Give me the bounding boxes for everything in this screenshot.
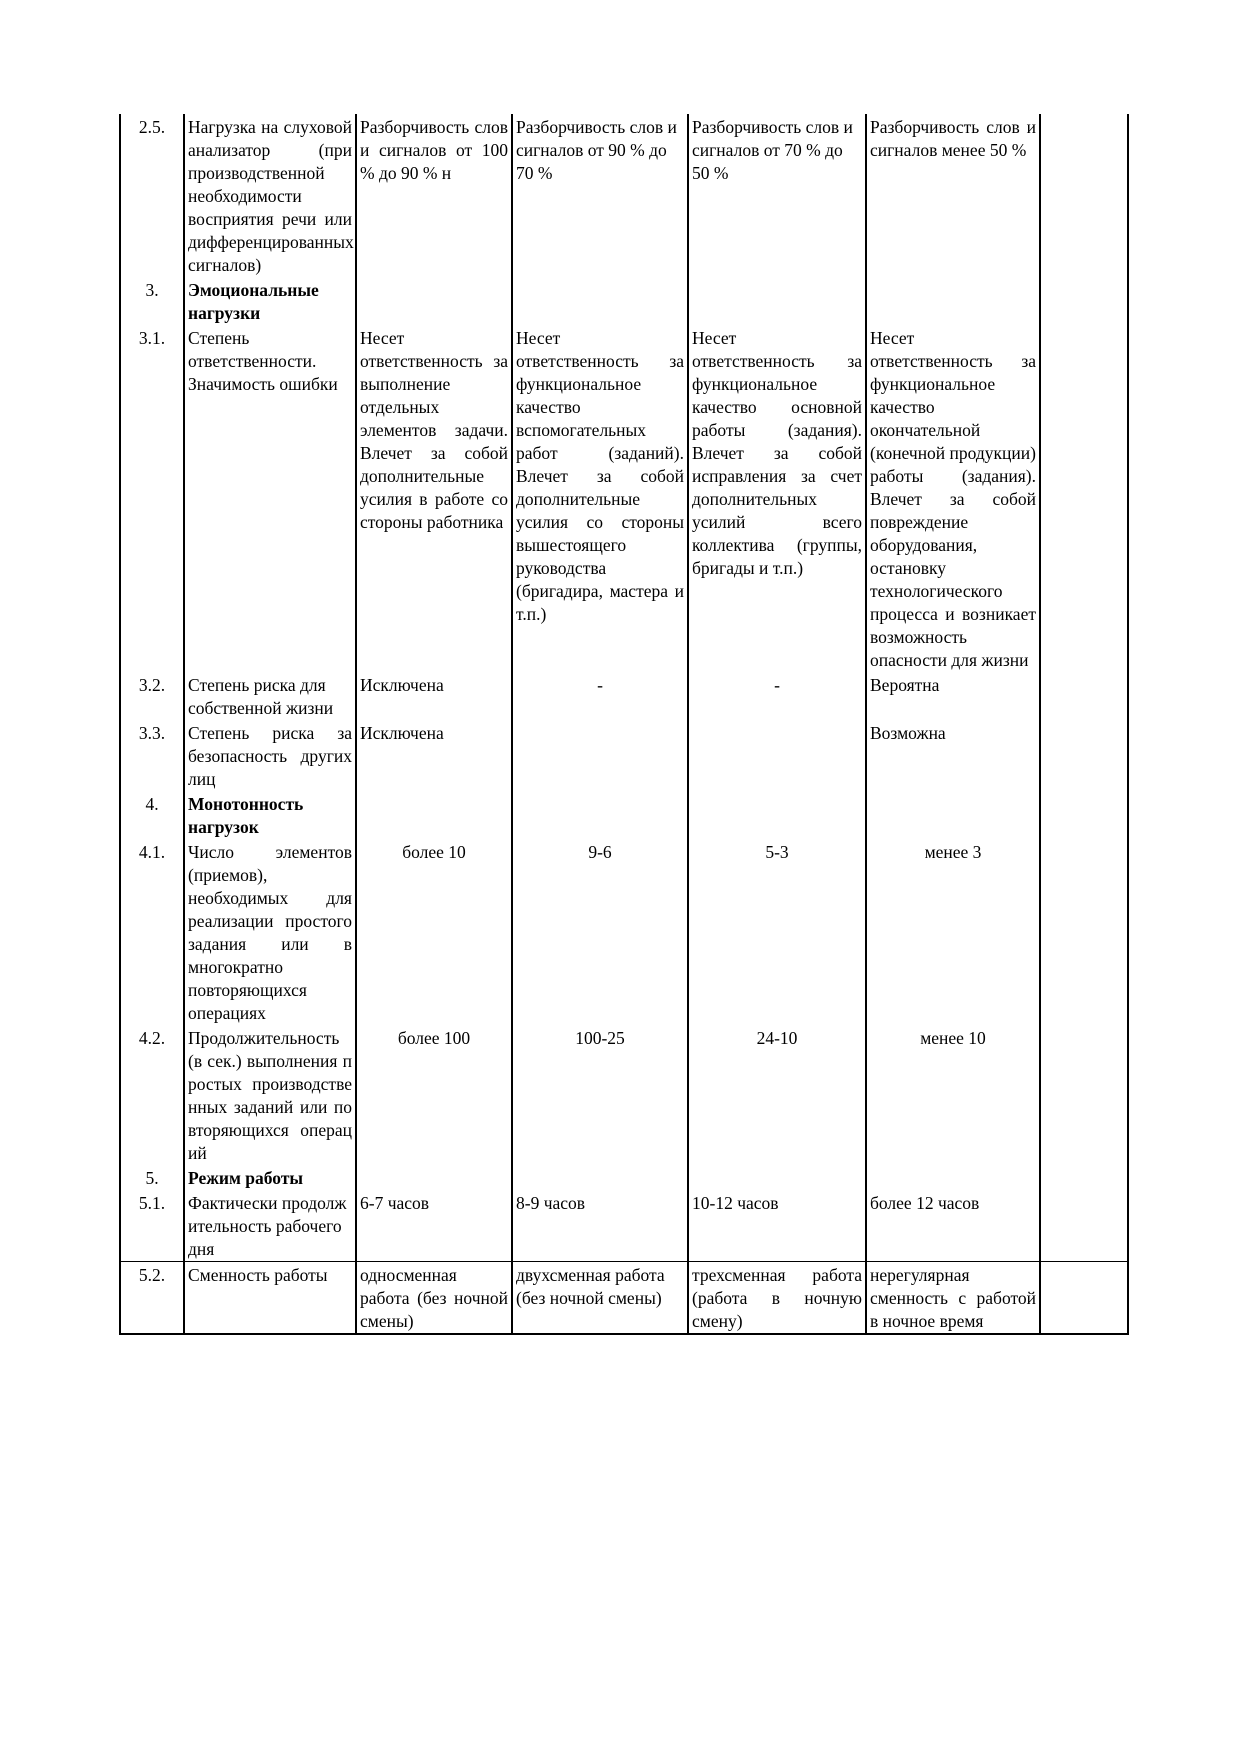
class-3-value: трехсменная работа (работа в ночную смену) [688, 1262, 866, 1335]
class-1-value: Исключена [356, 672, 512, 720]
section-heading: Монотонность нагрузок [184, 791, 356, 839]
empty-cell [688, 791, 866, 839]
class-3-value [688, 720, 866, 791]
table-row [120, 672, 1128, 720]
class-4-value: менее 10 [866, 1025, 1040, 1165]
row-number: 4. [120, 791, 184, 839]
factor-name: Сменность работы [184, 1262, 356, 1335]
section-heading: Режим работы [184, 1165, 356, 1190]
table-row [120, 1025, 1128, 1165]
row-number: 4.1. [120, 839, 184, 1025]
table-row [120, 1262, 1128, 1335]
class-3-value: 24-10 [688, 1025, 866, 1165]
empty-cell [1040, 1262, 1128, 1335]
table-row [120, 839, 1128, 1025]
empty-cell [356, 1165, 512, 1190]
class-4-value: более 12 часов [866, 1190, 1040, 1262]
class-4-value: Разборчивость слов и сигналов менее 50 % [866, 114, 1040, 277]
row-number: 5.2. [120, 1262, 184, 1335]
factor-name: Степень риска за безопасность других лиц [184, 720, 356, 791]
empty-cell [1040, 672, 1128, 720]
class-1-value: односменная работа (без ночной смены) [356, 1262, 512, 1335]
empty-cell [1040, 720, 1128, 791]
factor-name: Степень риска для собственной жизни [184, 672, 356, 720]
empty-cell [866, 791, 1040, 839]
table-row [120, 791, 1128, 839]
class-1-value: более 100 [356, 1025, 512, 1165]
empty-cell [1040, 114, 1128, 277]
class-1-value: Несет ответственность за выполнение отдельных элементов задачи. Влечет за собой дополнительные усилия в работе со стороны работника [356, 325, 512, 672]
factor-name: Продолжительность (в сек.) выполнения простых производственных заданий или повторяющихся операций [184, 1025, 356, 1165]
class-4-value: Несет ответственность за функциональное качество окончательной (конечной продукции) работы (задания). Влечет за собой повреждение оборудования, остановку технологического процесса и возникает возможность опасности для жизни [866, 325, 1040, 672]
table-row [120, 277, 1128, 325]
table-row [120, 1190, 1128, 1262]
empty-cell [1040, 1025, 1128, 1165]
table-row [120, 325, 1128, 672]
table-row [120, 720, 1128, 791]
section-heading: Эмоциональные нагрузки [184, 277, 356, 325]
factors-table [119, 114, 1129, 1335]
empty-cell [512, 791, 688, 839]
class-1-value: более 10 [356, 839, 512, 1025]
class-2-value [512, 720, 688, 791]
empty-cell [688, 277, 866, 325]
row-number: 3.2. [120, 672, 184, 720]
empty-cell [1040, 1190, 1128, 1262]
factor-name: Фактически продолжительность рабочего дня [184, 1190, 356, 1262]
class-2-value: Разборчивость слов и сигналов от 90 % до 70 % [512, 114, 688, 277]
row-number: 3.1. [120, 325, 184, 672]
empty-cell [866, 1165, 1040, 1190]
class-3-value: 5-3 [688, 839, 866, 1025]
factor-name: Число элементов (приемов), необходимых для реализации простого задания или в многократно повторяющихся операциях [184, 839, 356, 1025]
class-4-value: нерегулярная сменность с работой в ночное время [866, 1262, 1040, 1335]
class-3-value: Несет ответственность за функциональное качество основной работы (задания). Влечет за собой исправления за счет дополнительных усилий всего коллектива (группы, бригады и т.п.) [688, 325, 866, 672]
table-row [120, 114, 1128, 277]
class-4-value: Возможна [866, 720, 1040, 791]
class-2-value: - [512, 672, 688, 720]
class-3-value: 10-12 часов [688, 1190, 866, 1262]
empty-cell [356, 791, 512, 839]
class-4-value: менее 3 [866, 839, 1040, 1025]
class-3-value: - [688, 672, 866, 720]
empty-cell [688, 1165, 866, 1190]
row-number: 5. [120, 1165, 184, 1190]
row-number: 2.5. [120, 114, 184, 277]
empty-cell [512, 1165, 688, 1190]
empty-cell [866, 277, 1040, 325]
row-number: 4.2. [120, 1025, 184, 1165]
row-number: 3.3. [120, 720, 184, 791]
class-2-value: 9-6 [512, 839, 688, 1025]
class-2-value: 100-25 [512, 1025, 688, 1165]
empty-cell [1040, 839, 1128, 1025]
empty-cell [1040, 1165, 1128, 1190]
class-4-value: Вероятна [866, 672, 1040, 720]
class-2-value: 8-9 часов [512, 1190, 688, 1262]
empty-cell [1040, 325, 1128, 672]
table-row [120, 1165, 1128, 1190]
class-1-value: Разборчивость слов и сигналов от 100 % до 90 % н [356, 114, 512, 277]
factor-name: Степень ответственности. Значимость ошибки [184, 325, 356, 672]
empty-cell [512, 277, 688, 325]
empty-cell [356, 277, 512, 325]
class-3-value: Разборчивость слов и сигналов от 70 % до 50 % [688, 114, 866, 277]
empty-cell [1040, 791, 1128, 839]
row-number: 5.1. [120, 1190, 184, 1262]
class-2-value: Несет ответственность за функциональное качество вспомогательных работ (заданий). Влечет за собой дополнительные усилия со стороны вышестоящего руководства (бригадира, мастера и т.п.) [512, 325, 688, 672]
class-1-value: 6-7 часов [356, 1190, 512, 1262]
class-1-value: Исключена [356, 720, 512, 791]
empty-cell [1040, 277, 1128, 325]
class-2-value: двухсменная работа (без ночной смены) [512, 1262, 688, 1335]
factor-name: Нагрузка на слуховой анализатор (при производственной необходимости восприятия речи или дифференцированных сигналов) [184, 114, 356, 277]
row-number: 3. [120, 277, 184, 325]
